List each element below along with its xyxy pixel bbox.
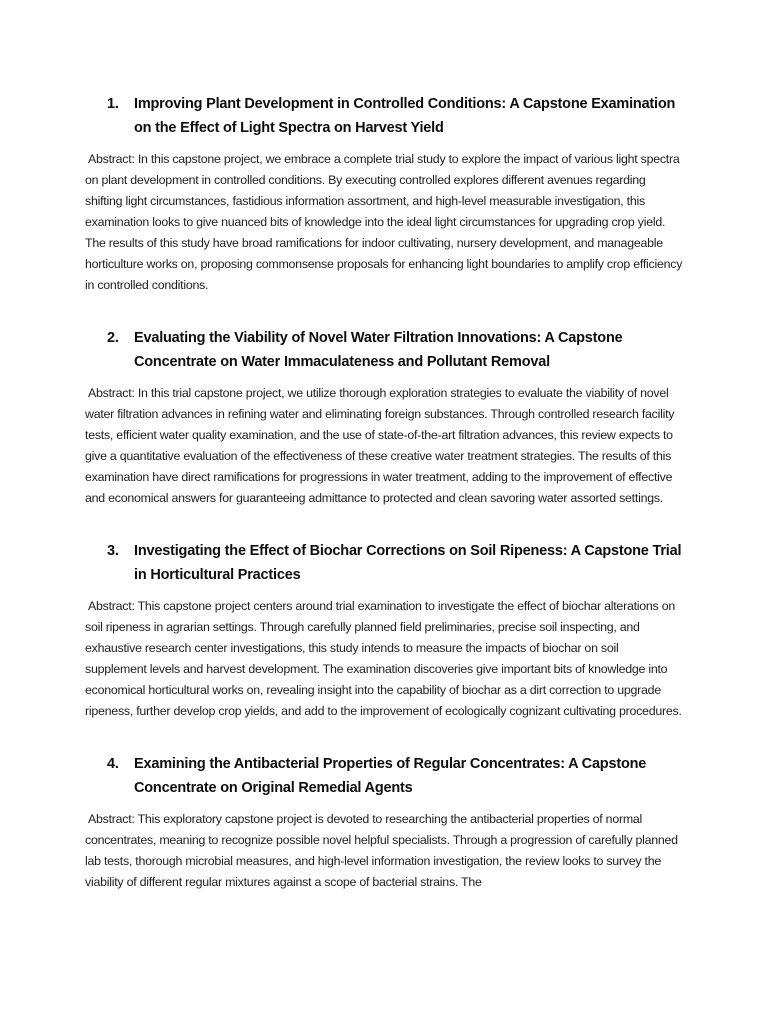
section-1-heading bbox=[85, 92, 683, 140]
section-2-title: Evaluating the Viability of Novel Water Filtration Innovations: A Capstone Concentrate on Water Immaculateness and Pollutant Removal bbox=[134, 330, 623, 370]
section-1-title: Improving Plant Development in Controlled Conditions: A Capstone Examination on the Effect of Light Spectra on Harvest Yield bbox=[134, 96, 676, 136]
section-1-abstract: Abstract: In this capstone project, we embrace a complete trial study to explore the impact of various light spectra on plant development in controlled conditions. By executing controlled explores different avenues regarding shifting light circumstances, fastidious information assortment, and high-level measurable investigation, this examination looks to give nuanced bits of knowledge into the ideal light circumstances for upgrading crop yield. The results of this study have broad ramifications for indoor cultivating, nursery development, and manageable horticulture works on, proposing commonsense proposals for enhancing light boundaries to amplify crop efficiency in controlled conditions. bbox=[85, 152, 683, 292]
section-4-number: 4. bbox=[107, 756, 119, 772]
section-4-heading bbox=[85, 752, 683, 800]
section-2 bbox=[85, 326, 683, 509]
section-3-number: 3. bbox=[107, 543, 119, 559]
section-3-title: Investigating the Effect of Biochar Corrections on Soil Ripeness: A Capstone Trial in Horticultural Practices bbox=[134, 543, 682, 583]
section-1-number: 1. bbox=[107, 96, 119, 112]
section-4 bbox=[85, 752, 683, 893]
section-2-number: 2. bbox=[107, 330, 119, 346]
section-3-abstract: Abstract: This capstone project centers around trial examination to investigate the effect of biochar alterations on soil ripeness in agrarian settings. Through carefully planned field preliminaries, precise soil inspecting, and exhaustive research center investigations, this study intends to measure the impacts of biochar on soil supplement levels and harvest development. The examination discoveries give important bits of knowledge into economical horticultural works on, revealing insight into the capability of biochar as a dirt correction to upgrade ripeness, further develop crop yields, and add to the improvement of ecologically cognizant cultivating procedures. bbox=[85, 599, 682, 718]
section-4-abstract: Abstract: This exploratory capstone project is devoted to researching the antibacterial properties of normal concentrates, meaning to recognize possible novel helpful specialists. Through a progression of carefully planned lab tests, thorough microbial measures, and high-level information investigation, the review looks to survey the viability of different regular mixtures against a scope of bacterial strains. The bbox=[85, 812, 678, 889]
section-4-title: Examining the Antibacterial Properties of Regular Concentrates: A Capstone Concentrate on Original Remedial Agents bbox=[134, 756, 647, 796]
section-1 bbox=[85, 92, 683, 296]
section-3 bbox=[85, 539, 683, 722]
section-2-heading bbox=[85, 326, 683, 374]
section-3-heading bbox=[85, 539, 683, 587]
section-2-abstract: Abstract: In this trial capstone project, we utilize thorough exploration strategies to evaluate the viability of novel water filtration advances in refining water and eliminating foreign substances. Through controlled research facility tests, efficient water quality examination, and the use of state-of-the-art filtration advances, this review expects to give a quantitative evaluation of the effectiveness of these creative water treatment strategies. The results of this examination have direct ramifications for progressions in water treatment, adding to the improvement of effective and economical answers for guaranteeing admittance to protected and clean savoring water assorted settings. bbox=[85, 386, 675, 505]
